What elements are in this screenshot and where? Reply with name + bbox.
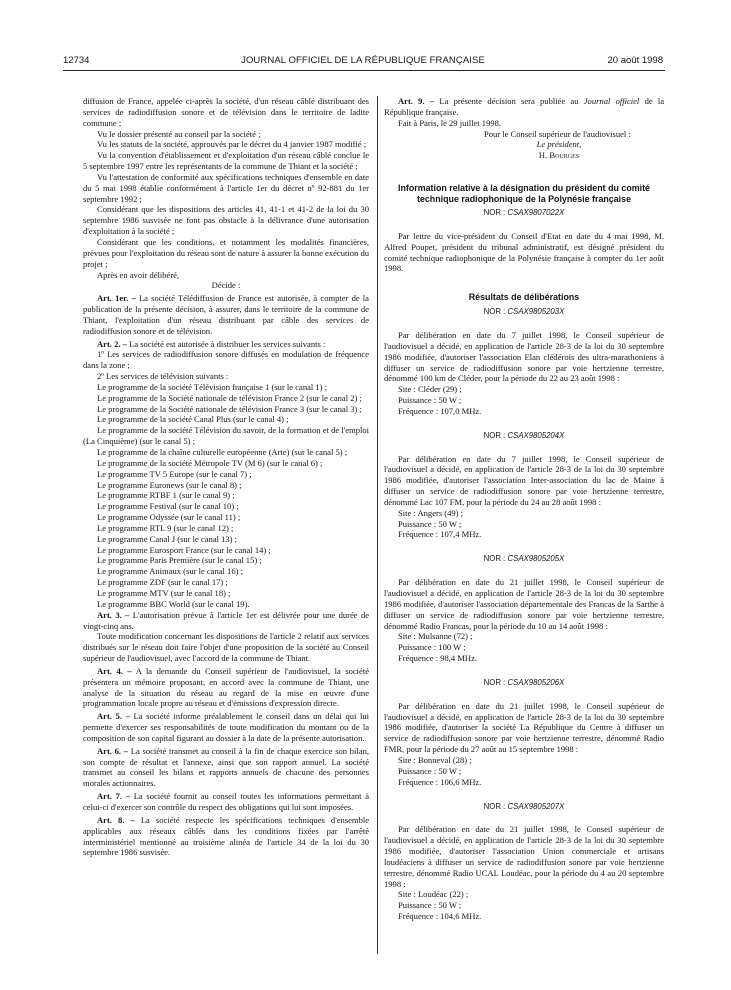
page-number: 12734 (63, 55, 90, 66)
article-3-paragraph: Toute modification concernant les dispositions de l'article 2 relatif aux services distribués sur le réseau doit faire l'objet d'une proposition de la société au Conseil supérieur de l'audiovisuel, avec l'accord de la commune de Thiant. (83, 631, 369, 664)
article-text: La société fournit au conseil toutes les informations permettant à celui-ci d'exercer son contrôle du respect des obligations qui lui sont imposées. (83, 791, 370, 812)
programme-item: Le programme de la société Canal Plus (sur le canal 4) ; (97, 414, 289, 425)
power-line: Puissance : 50 W ; (398, 395, 462, 406)
article-9 (384, 96, 664, 118)
power-line: Puissance : 100 W ; (398, 642, 466, 653)
article-4 (83, 666, 369, 709)
nor-label: NOR : (483, 307, 506, 317)
frequency-line: Fréquence : 104,6 MHz. (398, 911, 482, 922)
programme-item: Le programme Euronews (sur le canal 8) ; (97, 479, 242, 490)
programme-item: Le programme RTL 9 (sur le canal 12) ; (97, 522, 234, 533)
programme-item: Le programme Odyssée (sur le canal 11) ; (97, 512, 241, 523)
site-line: Site : Cléder (29) ; (398, 384, 462, 395)
programme-item: Le programme MTV (sur le canal 18) ; (97, 587, 231, 598)
article-label: Art. 1er. – (97, 293, 136, 304)
nor-line (384, 802, 664, 813)
vu-paragraph: Vu la convention d'établissement et d'exploitation d'un réseau câblé conclue le 5 septembre 1997 entre les représentants de la commune de Thiant et la société ; (83, 150, 369, 172)
deliberation-block (384, 330, 664, 417)
frequency-line: Fréquence : 106,6 MHz. (398, 776, 482, 787)
programme-item: Le programme Animaux (sur le canal 16) ; (97, 566, 243, 577)
nor-code: CSAX9805203X (507, 307, 565, 317)
deliberation-text: Par délibération en date du 21 juillet 1998, le Conseil supérieur de l'audiovisuel a décidé, en application de l'article 28-3 de la loi du 30 septembre 1986 modifiée, d'autoriser l'association Union commerciale et artisans loudéaciens à diffuser un service de radiodiffusion sonore par voie hertzienne terrestre, dénommé Radio UCAL Loudéac, pour la période du 4 au 20 septembre 1998 : (384, 824, 664, 889)
article-5 (83, 711, 369, 744)
results-heading: Résultats de délibérations (468, 292, 580, 303)
programme-item: Le programme Paris Première (sur le canal 15) ; (97, 555, 262, 566)
programme-item: Le programme Canal J (sur le canal 13) ; (97, 533, 238, 544)
programme-item: Le programme de la chaîne culturelle européenne (Arte) (sur le canal 5) ; (97, 447, 348, 457)
deliberation-block (384, 678, 664, 788)
programme-item: Le programme Eurosport France (sur le canal 14) ; (97, 544, 271, 555)
nor-label: NOR : (483, 554, 506, 564)
programme-item: Le programme de la Société nationale de télévision France 2 (sur le canal 2) ; (97, 392, 362, 403)
article-3 (83, 610, 369, 632)
nor-line (384, 554, 664, 565)
deliberation-text: Par délibération en date du 21 juillet 1998, le Conseil supérieur de l'audiovisuel a décidé, en application de l'article 28-3 de la loi du 30 septembre 1986 modifiée, d'autoriser l'association départementale des Francas de la Sarthe à diffuser un service de radiodiffusion sonore par voie hertzienne terrestre, dénommé Radio Francas, pour la période du 10 au 14 août 1998 : (384, 577, 664, 631)
article-8 (83, 815, 369, 858)
nor-line (384, 678, 664, 689)
article-text: L'autorisation prévue à l'article 1er est délivrée pour une durée de vingt-cinq ans. (83, 609, 370, 631)
deliberation-text: Par délibération en date du 7 juillet 1998, le Conseil supérieur de l'audiovisuel a décidé, en application de l'article 28-3 de la loi du 30 septembre 1986 modifiée, d'autoriser l'association Elan clédérois des ultra-marathoniens à diffuser un service de radiodiffusion sonore par voie hertzienne terrestre, dénommé 100 km de Cléder, pour la période du 22 au 23 août 1998 : (384, 329, 664, 384)
nor-code: CSAX9805207X (507, 801, 565, 811)
site-line: Site : Angers (49) ; (398, 507, 464, 518)
page-header (63, 55, 663, 69)
power-line: Puissance : 50 W ; (398, 900, 462, 911)
decide-heading: Décide : (211, 280, 241, 291)
considerant-paragraph: Considérant que les conditions, et notamment les modalités financières, prévues pour l'exploitation du réseau sont de nature à assurer la bonne exécution du projet ; (83, 236, 369, 269)
intro-paragraph: diffusion de France, appelée ci-après la société, d'un réseau câblé distribuant des services de radiodiffusion sonore et de télévision dans le territoire de ladite commune ; (83, 96, 369, 128)
article-2-item: 2º Les services de télévision suivants : (97, 371, 229, 382)
frequency-line: Fréquence : 107,4 MHz. (398, 529, 482, 540)
vu-paragraph: Vu le dossier présenté au conseil par la société ; (97, 128, 261, 139)
article-label: Art. 5. – (97, 711, 130, 722)
nor-code: CSAX9805205X (507, 554, 565, 564)
article-text: La société informe préalablement le conseil dans un délai qui lui permette d'exercer ses responsabilités de toute modification du montant ou de la composition de son capital figurant au dossier à la date de la présente autorisation. (83, 711, 370, 743)
info-paragraph: Par lettre du vice-président du Conseil d'Etat en date du 4 mai 1998, M. Alfred Poupet, président du tribunal administratif, est désigné président du comité technique radiophonique de la Polynésie française à compter du 1er août 1998. (384, 230, 664, 274)
nor-label: NOR : (483, 208, 506, 218)
power-line: Puissance : 50 W ; (398, 765, 462, 776)
deliberation-text: Par délibération en date du 21 juillet 1998, le Conseil supérieur de l'audiovisuel a décidé, en application de l'article 28-3 de la loi du 30 septembre 1986 modifiée, d'autoriser la société La République du Centre à diffuser un service de radiodiffusion sonore par voie hertzienne terrestre, dénommé Radio FMR, pour la période du 27 août au 15 septembre 1998 : (384, 700, 664, 755)
header-rule (63, 70, 665, 71)
president-label: Le président, (536, 139, 582, 150)
signature-for: Pour le Conseil supérieur de l'audiovisuel : (484, 128, 631, 139)
article-text: La société respecte les spécifications techniques d'ensemble applicables aux réseaux câblés dans les conditions fixées par l'arrêté interministériel mentionné au troisième alinéa de l'article 34 de la loi du 30 septembre 1986 susvisée. (83, 814, 370, 858)
article-text: La société Télédiffusion de France est autorisée, à compter de la publication de la présente décision, à assurer, dans le territoire de la commune de Thiant, l'exploitation d'un réseau distribuant par câble des services de radiodiffusion sonore et de télévision. (83, 293, 369, 336)
vu-paragraph: Vu les statuts de la société, approuvés par le décret du 4 janvier 1987 modifié ; (97, 139, 367, 150)
programme-item: Le programme de la Société nationale de télévision France 3 (sur le canal 3) ; (97, 403, 362, 414)
article-1 (83, 293, 369, 336)
article-text: A la demande du Conseil supérieur de l'audiovisuel, la société présentera un mémoire proposant, en accord avec la commune de Thiant, une analyse de la situation du réseau au regard de la mise en œuvre d'une programmation locale propre au réseau et d'émissions d'expression directe. (83, 665, 369, 709)
article-text: de la République française. (384, 96, 665, 117)
left-column (83, 96, 369, 858)
deliberation-text: Par délibération en date du 7 juillet 1998, le Conseil supérieur de l'audiovisuel a décidé, en application de l'article 28-3 de la loi du 30 septembre 1986 modifiée, d'autoriser l'association Inter-association du lac de Maine à diffuser un service de radiodiffusion sonore par voie hertzienne terrestre, dénommé Lac 107 FM, pour la période du 24 au 28 août 1998 : (384, 453, 664, 507)
deliberation-block (384, 431, 664, 541)
programme-item: Le programme BBC World (sur le canal 19). (97, 598, 250, 609)
programme-item: Le programme TV 5 Europe (sur le canal 7) ; (97, 468, 252, 479)
programme-item: Le programme ZDF (sur le canal 17) ; (97, 577, 228, 588)
right-column (384, 96, 664, 922)
nor-line (384, 208, 664, 219)
nor-label: NOR : (483, 677, 506, 687)
deliberation-block (384, 554, 664, 664)
site-line: Site : Bonneval (28) ; (398, 754, 472, 765)
column-divider (377, 96, 378, 954)
journal-reference: Journal officiel (583, 96, 640, 106)
programme-item: Le programme de la société Télévision du savoir, de la formation et de l'emploi (La Cinquième) (sur le canal 5) ; (83, 425, 369, 447)
article-text: La présente décision sera publiée au (439, 96, 579, 106)
article-2 (83, 339, 369, 350)
signature-title (454, 139, 664, 150)
programme-item: Le programme de la société Télévision française 1 (sur le canal 1) ; (97, 381, 328, 392)
article-text: La société transmet au conseil à la fin de chaque exercice son bilan, son compte de résultat et l'annexe, ainsi que son rapport annuel. La société transmet au conseil les bilans et rapports annuels de chacune des personnes morales actionnaires. (83, 745, 370, 789)
article-7 (83, 791, 369, 813)
article-label: Art. 7. – (97, 791, 130, 802)
article-2-item: 1º Les services de radiodiffusion sonore diffusés en modulation de fréquence dans la zone ; (83, 349, 369, 371)
info-heading: Information relative à la désignation du président du comité technique radiophonique de la Polynésie française (398, 183, 650, 204)
programme-item: Le programme Festival (sur le canal 10) ; (97, 501, 239, 512)
nor-line (384, 307, 664, 318)
article-label: Art. 6. – (97, 745, 129, 756)
article-text: La société est autorisée à distribuer les services suivants : (129, 338, 326, 349)
deliberation-block (384, 802, 664, 922)
programme-item: Le programme RTBF 1 (sur le canal 9) ; (97, 490, 235, 501)
article-label: Art. 3. – (97, 609, 130, 620)
article-label: Art. 4. – (97, 665, 132, 676)
article-label: Art. 8. – (97, 814, 135, 825)
deliberation-line: Après en avoir délibéré, (97, 269, 180, 280)
article-label: Art. 9. – (398, 96, 435, 106)
signature-name: H. Bourges (538, 150, 580, 161)
site-line: Site : Mulsanne (72) ; (398, 631, 473, 642)
issue-date: 20 août 1998 (607, 55, 663, 66)
fait-line: Fait à Paris, le 29 juillet 1998. (398, 117, 502, 128)
frequency-line: Fréquence : 98,4 MHz. (398, 653, 478, 664)
nor-label: NOR : (483, 430, 506, 440)
nor-code: CSAX9805206X (507, 677, 565, 687)
article-label: Art. 2. – (97, 338, 127, 349)
site-line: Site : Loudéac (22) ; (398, 889, 469, 900)
programme-item: Le programme de la société Métropole TV (M 6) (sur le canal 6) ; (97, 457, 323, 468)
nor-code: CSAX9807022X (507, 208, 565, 218)
power-line: Puissance : 50 W ; (398, 518, 462, 529)
frequency-line: Fréquence : 107,0 MHz. (398, 405, 482, 416)
journal-title: JOURNAL OFFICIEL DE LA RÉPUBLIQUE FRANÇAISE (241, 55, 485, 66)
nor-line (384, 431, 664, 442)
nor-label: NOR : (483, 801, 506, 811)
vu-paragraph: Vu l'attestation de conformité aux spécifications techniques d'ensemble en date du 5 mai 1998 établie conformément à l'article 1er du décret nº 92-881 du 1er septembre 1992 ; (83, 171, 369, 204)
article-6 (83, 746, 369, 789)
considerant-paragraph: Considérant que les dispositions des articles 41, 41-1 et 41-2 de la loi du 30 septembre 1986 susvisée ne font pas obstacle à la délivrance d'une autorisation d'exploitation à la société ; (83, 204, 369, 237)
nor-code: CSAX9805204X (507, 430, 565, 440)
